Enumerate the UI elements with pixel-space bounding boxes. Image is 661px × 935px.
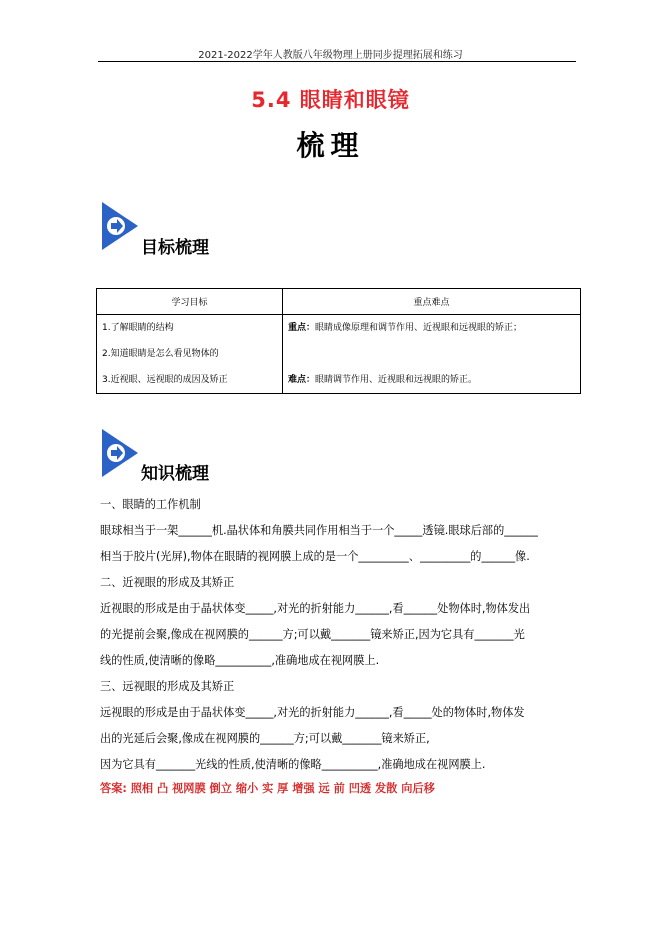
arrow-right-icon (100, 200, 140, 252)
goals-cell (97, 315, 283, 394)
section-heading: 三、远视眼的形成及其矫正 (100, 680, 235, 693)
keypoints-cell (283, 315, 581, 394)
answer-line: 答案: 照相 凸 视网膜 倒立 缩小 实 厚 增强 远 前 凹透 发散 向后移 (100, 782, 435, 795)
body-line: 眼球相当于一架______机.晶状体和角膜共同作用相当于一个_____透镜.眼球后部的______ (100, 524, 538, 537)
key-label: 重点： (288, 323, 316, 333)
sub-title: 梳理 (296, 129, 365, 162)
body-line: 因为它具有_______光线的性质,使清晰的像略__________,准确地成在视网膜上. (100, 758, 486, 771)
body-line: 出的光延后会聚,像成在视网膜的______方;可以戴_______镜来矫正, (100, 732, 430, 745)
chapter-title: 5.4 眼睛和眼镜 (251, 88, 410, 112)
key-point (288, 315, 575, 341)
body-line: 远视眼的形成是由于晶状体变_____,对光的折射能力______,看_____处的物体时,物体发 (100, 706, 525, 719)
goal-item: 2.知道眼睛是怎么看见物体的 (102, 349, 219, 359)
section-title-goals: 目标梳理 (141, 238, 209, 258)
section-title-knowledge: 知识梳理 (141, 464, 209, 484)
table-header-goals: 学习目标 (97, 289, 283, 315)
goal-item: 1.了解眼睛的结构 (102, 323, 174, 333)
table-header-row (97, 289, 581, 315)
body-line: 线的性质,使清晰的像略__________,准确地成在视网膜上. (100, 654, 380, 667)
table-row (97, 315, 581, 394)
difficult-label: 难点： (288, 375, 316, 385)
key-text: 眼睛成像原理和调节作用、近视眼和远视眼的矫正； (315, 323, 523, 333)
body-line: 的光提前会聚,像成在视网膜的______方;可以戴_______镜来矫正,因为它具有_______光 (100, 628, 525, 641)
goal-item: 3.近视眼、远视眼的成因及矫正 (102, 375, 228, 385)
section-heading: 二、近视眼的形成及其矫正 (100, 576, 235, 589)
body-line: 相当于胶片(光屏),物体在眼睛的视网膜上成的是一个_________、_________的______像. (100, 550, 530, 563)
page-header: 2021-2022学年人教版八年级物理上册同步提理拓展和练习 (198, 50, 463, 61)
body-line: 近视眼的形成是由于晶状体变_____,对光的折射能力______,看______处物体时,物体发出 (100, 602, 531, 615)
difficult-point (288, 367, 575, 393)
difficult-text: 眼睛调节作用、近视眼和远视眼的矫正。 (315, 375, 478, 385)
table-header-keypoints: 重点难点 (283, 289, 581, 315)
section-heading: 一、眼睛的工作机制 (100, 498, 201, 511)
goals-table (96, 288, 581, 394)
header-divider (98, 61, 576, 62)
arrow-right-icon (100, 427, 140, 479)
